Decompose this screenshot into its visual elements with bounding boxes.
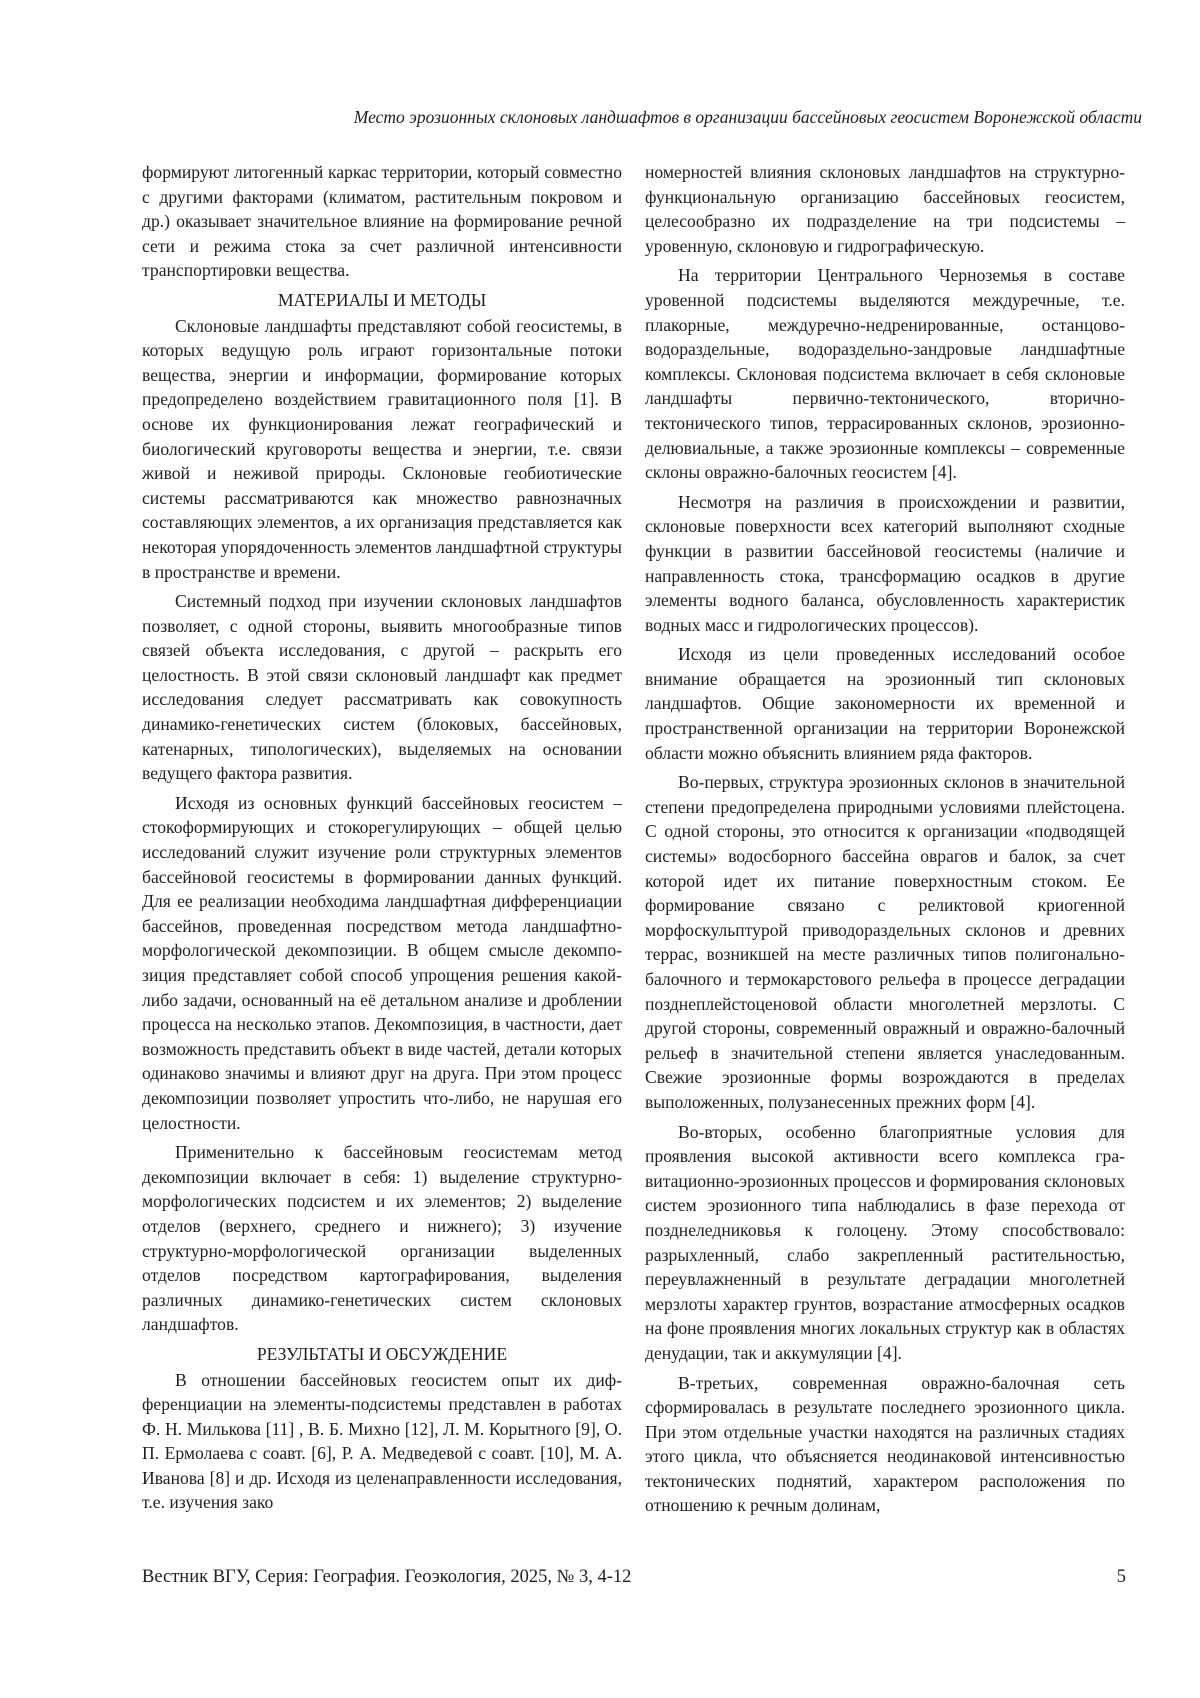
paragraph-right-4: Исходя из цели проведенных исследований особое внимание обращается на эрозионный тип склоновых ландшафтов. Общие закономерности их временной и пространственной организации на территории Воронежской области можно объяснить влиянием ряда факторов. [645, 644, 1125, 763]
journal-citation: Вестник ВГУ, Серия: География. Геоэкология, 2025, № 3, 4-12 [142, 1567, 632, 1587]
paragraph-methods-2: Системный подход при изучении склоновых ландшафтов позволяет, с одной стороны, выявить многообразные типов связей объекта исследования, с другой – раскрыть его целостность. В этой связи склоновый ландшафт как предмет исследования следует рассматривать как совокупность динамико-генетических систем (блоковых, бассейновых, катенарных, типологических), выделяемых на основании ведущего фактора развития. [142, 591, 622, 784]
right-column [645, 160, 1125, 1523]
paragraph-continued: номерностей влияния склоновых ландшафтов на структурно-функциональную организацию бассейновых геосистем, целесообразно их подразделение на три подсистемы – уровенную, склоновую и гидрографическую. [645, 162, 1125, 256]
paragraph-methods-3: Исходя из основных функций бассейновых геосистем – стокоформирующих и стокорегулирующих – общей целью исследований служит изучение роли структурных элементов бассейновой геосистемы в формировании данных функций. Для ее реализации необходима ландшафтная дифференциации бассейнов, проведенная посредством метода ландшафтно-морфологической декомпозиции. В общем смысле декомпозиция представляет собой способ упрощения решения какой-либо задачи, основанный на её детальном анализе и дроблении процесса на несколько этапов. Декомпозиция, в частности, дает возможность представить объект в виде частей, детали которых одинаково значимы и влияют друг на друга. При этом процесс декомпозиции позволяет упростить что-либо, не нарушая его целостности. [142, 792, 622, 1133]
paragraph-results-1: В отношении бассейновых геосистем опыт их дифференциации на элементы-подсистемы представлен в работах Ф. Н. Милькова [11] , В. Б. Михно [12], Л. М. Корытного [9], О. П. Ермолаева с соавт. [6], Р. А. Медведевой с соавт. [10], М. А. Иванова [8] и др. Исходя из целенаправленности исследования, т.е. изучения зако [142, 1369, 622, 1513]
paragraph-methods-1: Склоновые ландшафты представляют собой геосистемы, в которых ведущую роль играют горизонтальные потоки вещества, энергии и информации, формирование которых предопределено воздействием гравитационного поля [1]. В основе их функционирования лежат географический и биологический круговороты вещества и энергии, т.е. связи живой и неживой природы. Склоновые геобиотические системы рассматриваются как множество равнозначных составляющих элементов, а их организация представляется как некоторая упорядоченность элементов ландшафтной структуры в пространстве и времени. [142, 315, 622, 582]
paragraph-right-2: На территории Центрального Черноземья в составе уровенной подсистемы выделяются междуречные, т.е. плакорные, междуречно-недренированные, останцово-водораздельные, водораздельно-зандровые ландшафтные комплексы. Склоновая подсистема включает в себя склоновые ландшафты первично-тектонического, вторично-тектонического типов, террасированных склонов, эрозионно-делювиальные, а также эрозионные комплексы – современные склоны овражно-балочных геосистем [4]. [645, 265, 1125, 483]
left-column [142, 160, 622, 1520]
paragraph-right-7: В-третьих, современная овражно-балочная сеть сформировалась в результате последнего эрозионного цикла. При этом отдельные участки находятся на различных стадиях этого цикла, что объясняется неодинаковой интенсивностью тектонических поднятий, характером расположения по отношению к речным долинам, [645, 1372, 1125, 1516]
page-number: 5 [1116, 1567, 1126, 1587]
section-heading-methods: МАТЕРИАЛЫ И МЕТОДЫ [277, 289, 487, 310]
running-head: Место эрозионных склоновых ландшафтов в организации бассейновых геосистем Воронежской области [353, 107, 1142, 127]
paragraph-right-3: Несмотря на различия в происхождении и развитии, склоновые поверхности всех категорий выполняют сходные функции в развитии бассейновой геосистемы (наличие и направленность стока, трансформацию осадков в другие элементы водного баланса, обусловленность характеристик водных масс и гидрологических процессов). [645, 491, 1125, 635]
paragraph-methods-4: Применительно к бассейновым геосистемам метод декомпозиции включает в себя: 1) выделение структурно-морфологических подсистем и их элементов; 2) выделение отделов (верхнего, среднего и нижнего); 3) изучение структурно-морфологической организации выделенных отделов посредством картографирования, выделения различных динамико-генетических систем склоновых ландшафтов. [142, 1142, 622, 1335]
paragraph-intro: формируют литогенный каркас территории, который совместно с другими факторами (климатом, растительным покровом и др.) оказывает значительное влияние на формирование речной сети и режима стока за счет различной интенсивности транспортировки вещества. [142, 162, 622, 281]
section-heading-results: РЕЗУЛЬТАТЫ И ОБСУЖДЕНИЕ [256, 1343, 508, 1364]
paragraph-right-5: Во-первых, структура эрозионных склонов в значительной степени предопределена природными условиями плейстоцена. С одной стороны, это относится к организации «подводящей системы» водосборного бассейна оврагов и балок, за счет которой идет их питание поверхностным стоком. Ее формирование связано с реликтовой криогенной морфоскульптурой приводораздельных склонов и древних террас, возникшей на месте различных типов полигонально-балочного и термокарстового рельефа в процессе деградации позднеплейстоценовой области многолетней мерзлоты. С другой стороны, современный овражный и овражно-балочный рельеф в значительной степени является унаследованным. Свежие эрозионные формы возрождаются в пределах выположенных, полузанесенных прежних форм [4]. [645, 772, 1125, 1112]
paragraph-right-6: Во-вторых, особенно благоприятные условия для проявления высокой активности всего комплекса гравитационно-эрозионных процессов и формирования склоновых систем эрозионного типа наблюдались в фазе перехода от позднеледниковья к голоцену. Этому способствовало: разрыхленный, слабо закрепленный растительностью, переувлажненный в результате деградации многолетней мерзлоты характер грунтов, возрастание атмосферных осадков на фоне проявления многих локальных структур как в областях денудации, так и аккумуляции [4]. [645, 1121, 1125, 1363]
